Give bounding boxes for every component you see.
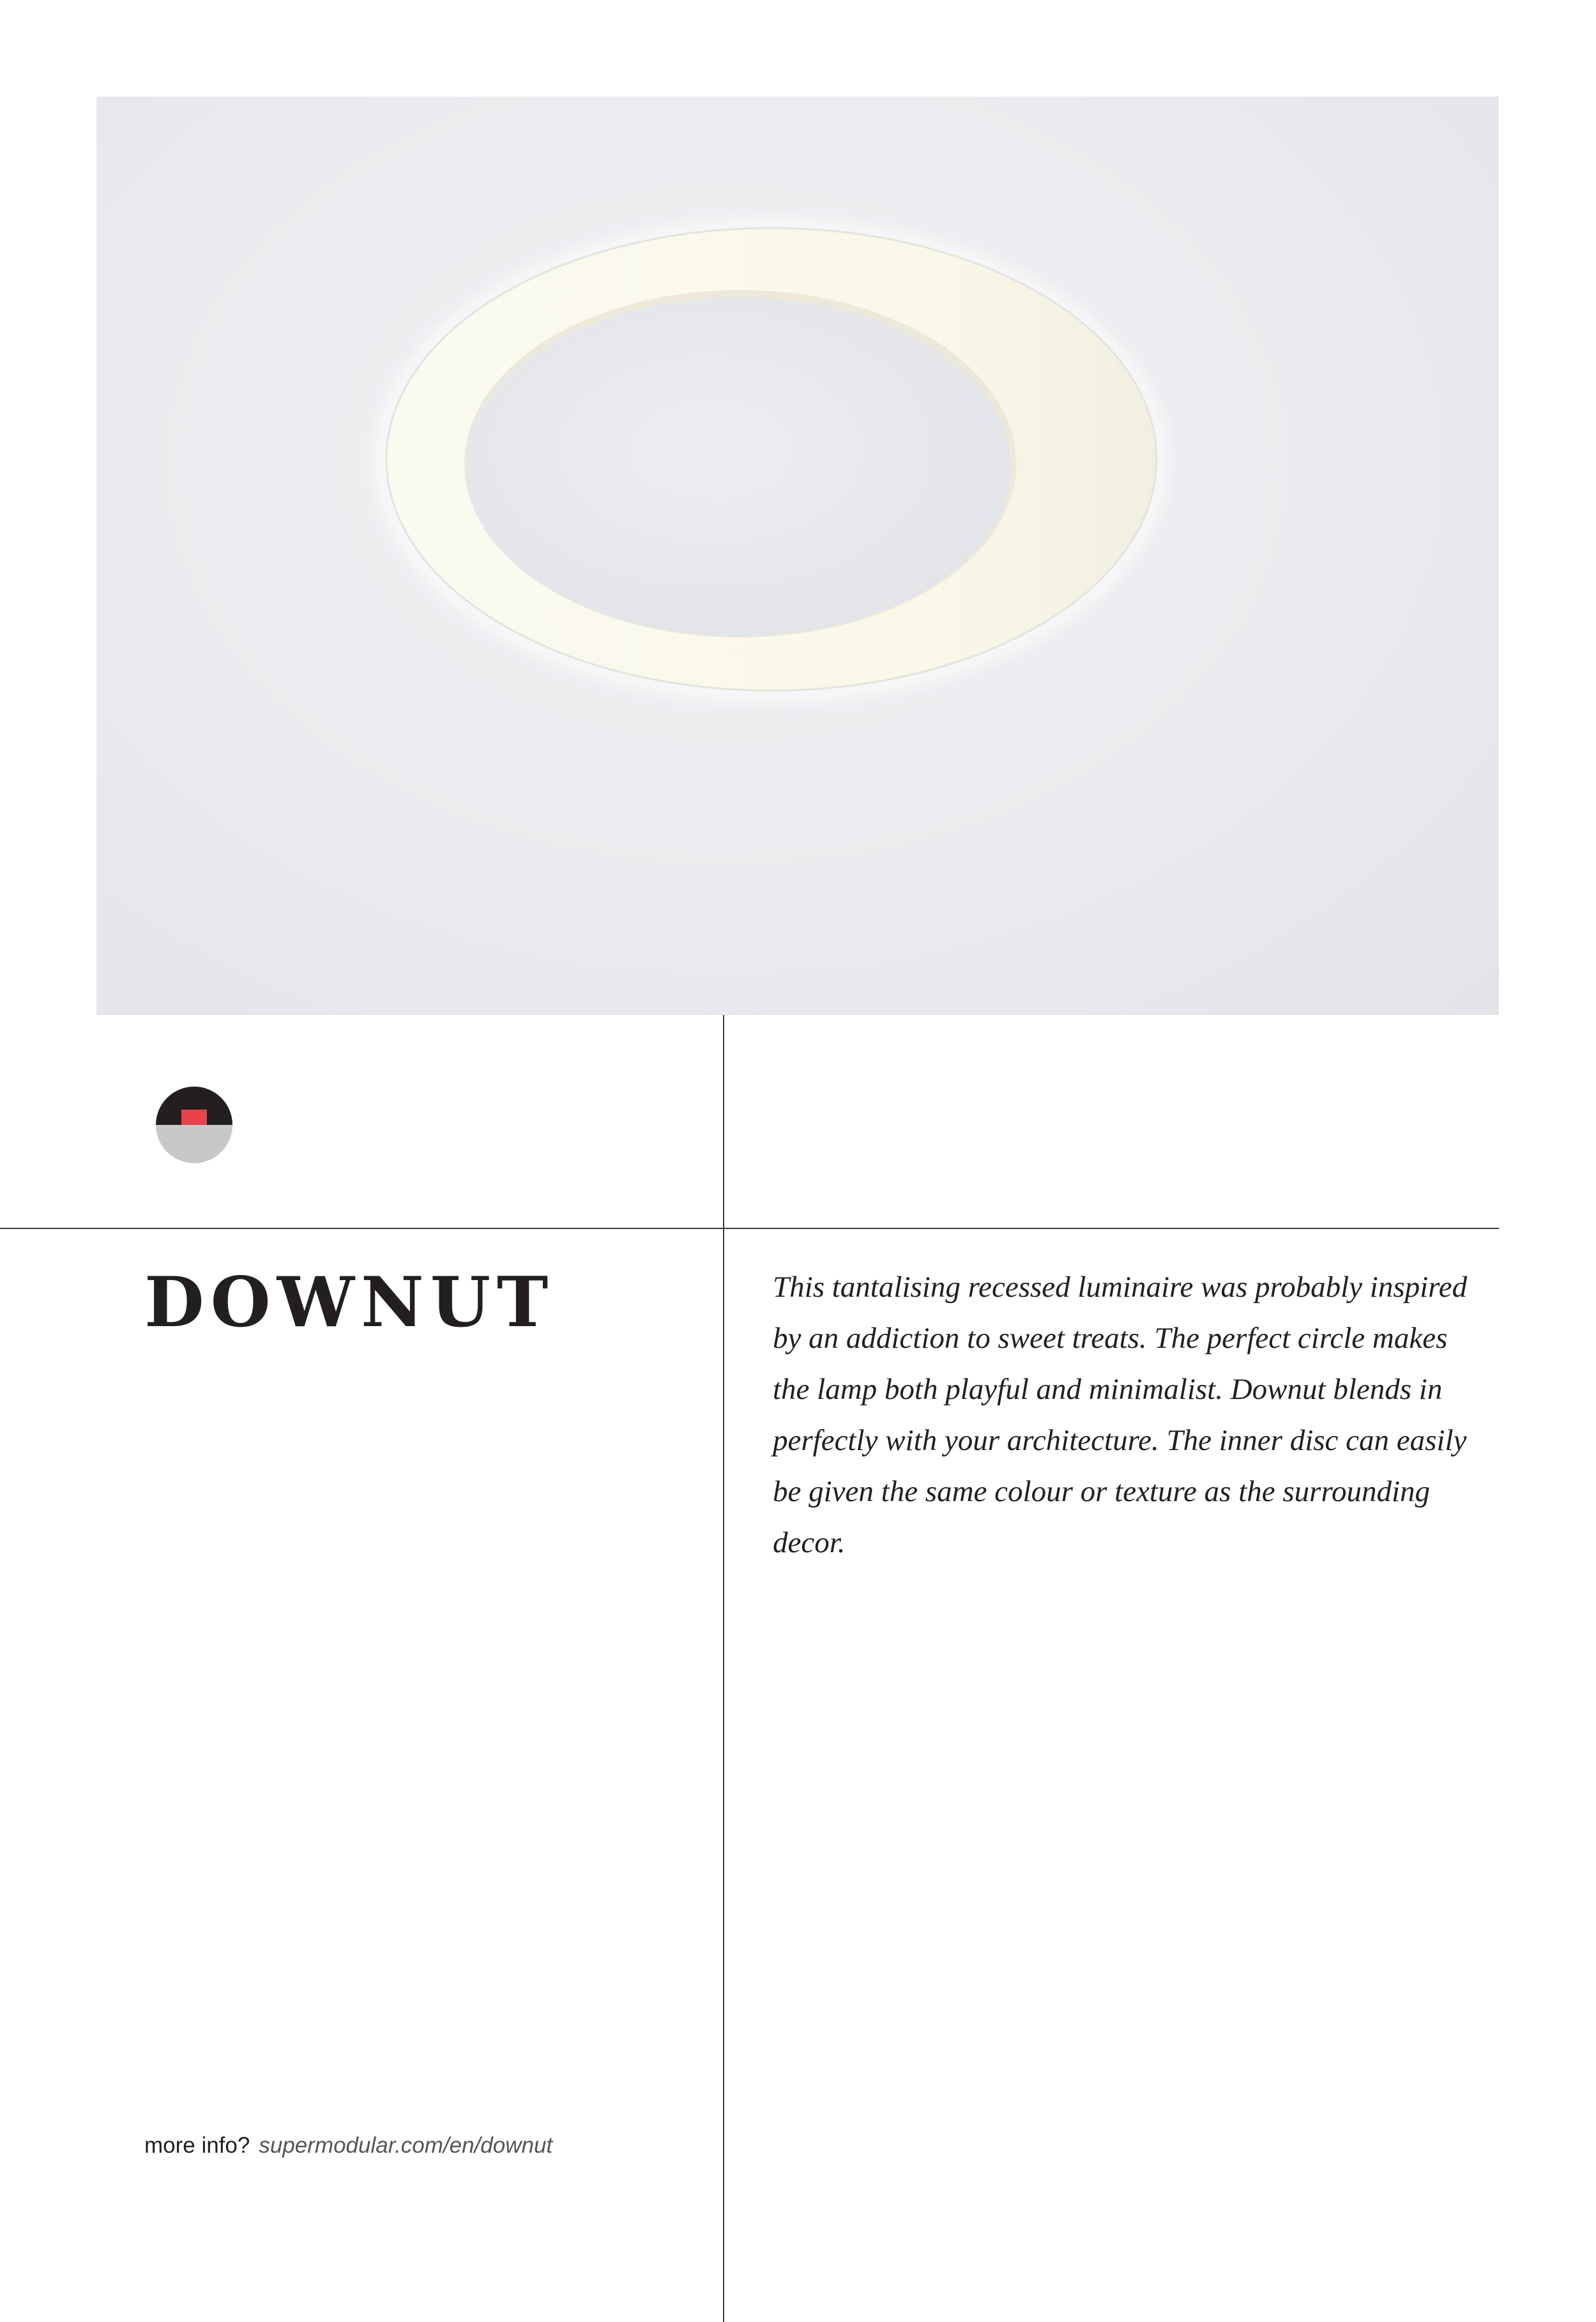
product-photo xyxy=(96,96,1499,1015)
horizontal-divider xyxy=(0,1228,1499,1229)
product-url-link[interactable]: supermodular.com/en/downut xyxy=(259,2133,553,2158)
lamp-category-icon xyxy=(156,1087,232,1163)
downut-luminaire-image xyxy=(96,96,1499,1015)
product-title: DOWNUT xyxy=(144,1262,555,1343)
vertical-divider xyxy=(723,1015,724,2322)
product-description: This tantalising recessed luminaire was probably inspired by an addiction to sweet treats. The perfect circle makes the lamp both playful and minimalist. Downut blends in perfectly with your architecture. The inner disc can easily be given the same colour or texture as the surrounding decor. xyxy=(773,1271,1468,1559)
more-info-footer xyxy=(144,2130,552,2162)
more-info-label: more info? xyxy=(144,2133,250,2158)
